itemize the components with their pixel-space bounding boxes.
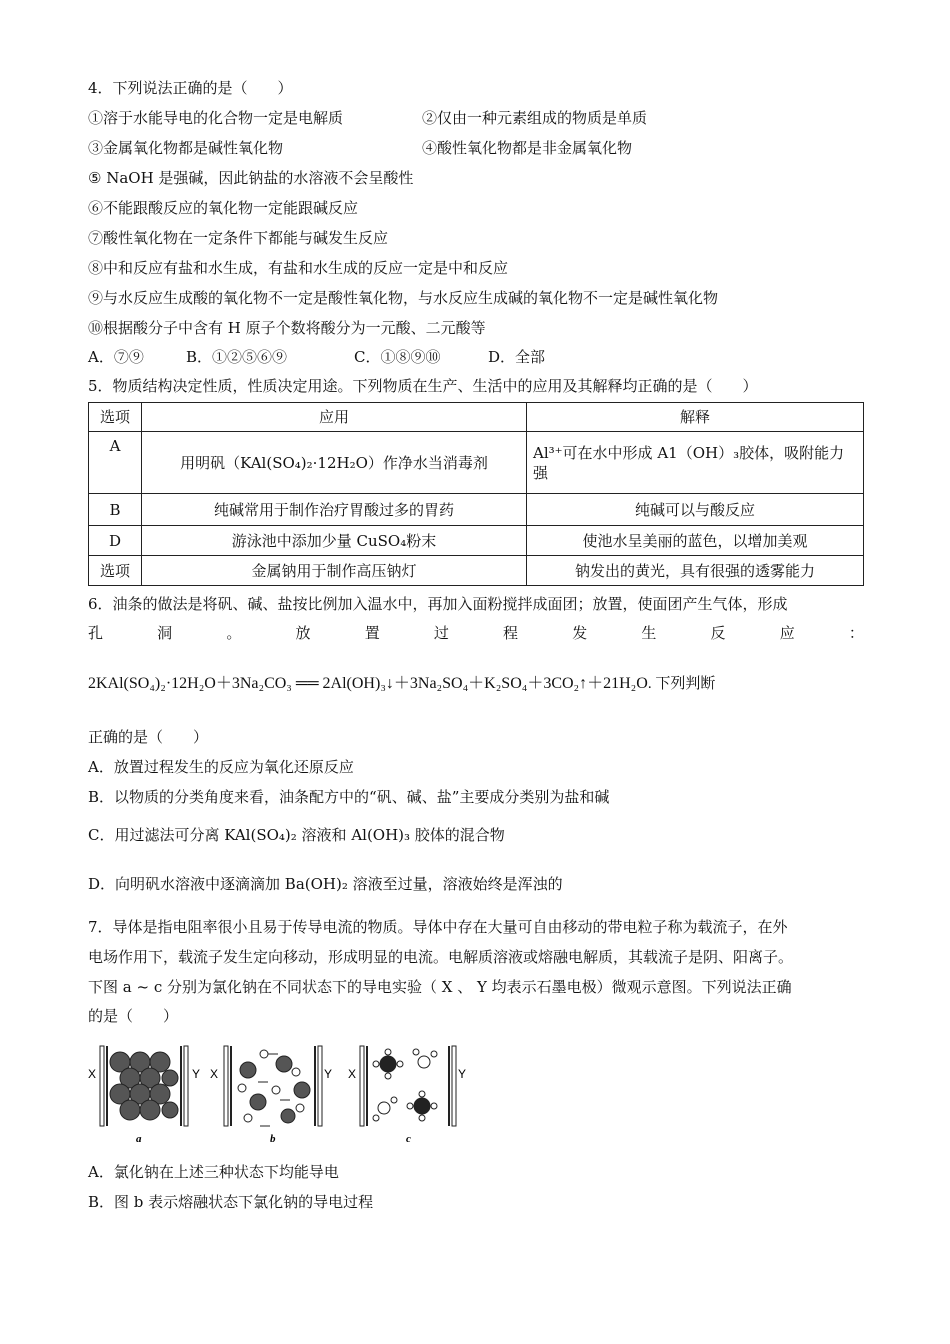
spread-char: 置 (364, 624, 380, 642)
row-explanation: Al³⁺可在水中形成 A1（OH）₃胶体，吸附能力强 (527, 432, 864, 494)
row-option: A (89, 432, 142, 494)
spread-char: 。 (226, 624, 242, 642)
electrode-x-inner (366, 1046, 368, 1126)
q6-option-a: A．放置过程发生的反应为氧化还原反应 (88, 758, 354, 776)
electrode-x-label: X (348, 1067, 357, 1081)
q6-stem-2: 正确的是（ ） (88, 728, 209, 746)
electrode-y (184, 1046, 188, 1126)
q5-table (88, 402, 864, 586)
row-application: 纯碱常用于制作治疗胃酸过多的胃药 (142, 494, 527, 526)
spread-char: 洞 (157, 624, 173, 642)
electrode-x-label: X (210, 1067, 219, 1081)
header-explanation: 解释 (527, 403, 864, 432)
header-option: 选项 (89, 403, 142, 432)
q4-option-d: D．全部 (488, 348, 546, 366)
q6-option-c: C．用过滤法可分离 KAl(SO₄)₂ 溶液和 Al(OH)₃ 胶体的混合物 (88, 826, 505, 844)
electrode-y-label: Y (458, 1067, 467, 1081)
row-explanation: 纯碱可以与酸反应 (527, 494, 864, 526)
table-header-row (89, 403, 864, 432)
q7-line-4: 的是（ ） (88, 1007, 179, 1025)
electrode-x (100, 1046, 104, 1126)
electrode-y-label: Y (192, 1067, 201, 1081)
row-option: B (89, 494, 142, 526)
q4-stem: 4．下列说法正确的是（ ） (88, 79, 293, 97)
row-application: 游泳池中添加少量 CuSO₄粉末 (142, 526, 527, 556)
row-application: 用明矾（KAl(SO₄)₂·12H₂O）作净水当消毒剂 (142, 432, 527, 494)
q5-stem: 5．物质结构决定性质，性质决定用途。下列物质在生产、生活中的应用及其解释均正确的是（ ） (88, 377, 758, 395)
q4-statement-6: ⑥不能跟酸反应的氧化物一定能跟碱反应 (88, 199, 359, 217)
q4-statement-7: ⑦酸性氧化物在一定条件下都能与碱发生反应 (88, 229, 389, 247)
table-row (89, 432, 864, 494)
q4-row-2 (88, 138, 632, 158)
header-application: 应用 (142, 403, 527, 432)
spread-char: 应 (779, 624, 795, 642)
q7-line-2: 电场作用下，载流子发生定向移动，形成明显的电流。电解质溶液或熔融电解质，其载流子是阴、阳离子。 (88, 948, 794, 966)
spread-char: 生 (641, 624, 657, 642)
q4-statement-10: ⑩根据酸分子中含有 H 原子个数将酸分为一元酸、二元酸等 (88, 319, 486, 337)
q7-option-a: A．氯化钠在上述三种状态下均能导电 (88, 1163, 339, 1181)
q6-option-d: D．向明矾水溶液中逐滴滴加 Ba(OH)₂ 溶液至过量，溶液始终是浑浊的 (88, 875, 563, 893)
q4-statement-4: ④酸性氧化物都是非金属氧化物 (422, 139, 633, 157)
row-option: 选项 (89, 556, 142, 586)
electrode-y-inner (448, 1046, 450, 1126)
q6-equation: 2KAl(SO₄)₂·12H₂O＋3Na₂CO₃ ══ 2Al(OH)₃↓＋3Na₂SO₄＋K₂SO₄＋3CO₂↑＋21H₂O (88, 675, 648, 692)
spread-char: 程 (503, 624, 519, 642)
row-option: D (89, 526, 142, 556)
electrode-y-label: Y (324, 1067, 333, 1081)
electrode-x-inner (230, 1046, 232, 1126)
electrode-x-label: X (88, 1067, 97, 1081)
electrode-x (224, 1046, 228, 1126)
q7-line-1: 7．导体是指电阻率很小且易于传导电流的物质。导体中存在大量可自由移动的带电粒子称为载流子，在外 (88, 918, 788, 936)
q7-line-3: 下图 a ~ c 分别为氯化钠在不同状态下的导电实验（ X 、 Y 均表示石墨电极）微观示意图。下列说法正确 (88, 978, 792, 996)
q4-statement-8: ⑧中和反应有盐和水生成，有盐和水生成的反应一定是中和反应 (88, 259, 509, 277)
q6-equation-line (88, 670, 715, 693)
electrode-x (360, 1046, 364, 1126)
electrode-y (318, 1046, 322, 1126)
electrode-x-inner (106, 1046, 108, 1126)
q4-options (88, 347, 545, 367)
row-application: 金属钠用于制作高压钠灯 (142, 556, 527, 586)
q4-statement-1: ①溶于水能导电的化合物一定是电解质 (88, 109, 344, 127)
spread-char: 放 (295, 624, 311, 642)
q7-option-b: B．图 b 表示熔融状态下氯化钠的导电过程 (88, 1193, 374, 1211)
spread-char: 反 (710, 624, 726, 642)
table-row (89, 494, 864, 526)
q4-option-b: B．①②⑤⑥⑨ (186, 348, 288, 366)
table-row (89, 526, 864, 556)
panel-c (348, 1046, 466, 1145)
electrode-y (452, 1046, 456, 1126)
q4-option-c: C．①⑧⑨⑩ (354, 348, 441, 366)
q6-option-b: B．以物质的分类角度来看，油条配方中的“矾、碱、盐”主要成分类别为盐和碱 (88, 788, 610, 806)
q7-figure (88, 1042, 468, 1146)
spread-char: 发 (572, 624, 588, 642)
q4-option-a: A．⑦⑨ (88, 348, 144, 366)
panel-b-label: b (270, 1133, 276, 1145)
q6-equation-tail: . 下列判断 (647, 676, 716, 692)
electrode-y-inner (314, 1046, 316, 1126)
q6-spread-line (88, 622, 864, 643)
spread-char: 过 (433, 624, 449, 642)
spread-char: ： (848, 624, 864, 642)
panel-c-label: c (406, 1133, 411, 1145)
q4-statement-5: ⑤ NaOH 是强碱，因此钠盐的水溶液不会呈酸性 (88, 169, 414, 187)
row-explanation: 使池水呈美丽的蓝色，以增加美观 (527, 526, 864, 556)
q4-row-1 (88, 108, 647, 128)
table-row (89, 556, 864, 586)
row-explanation: 钠发出的黄光，具有很强的透雾能力 (527, 556, 864, 586)
spread-char: 孔 (88, 624, 104, 642)
electrode-y-inner (180, 1046, 182, 1126)
panel-b (224, 1046, 332, 1145)
q6-stem: 6．油条的做法是将矾、碱、盐按比例加入温水中，再加入面粉搅拌成面团；放置，使面团产生气体，形成 (88, 595, 788, 613)
q4-statement-2: ②仅由一种元素组成的物质是单质 (422, 109, 648, 127)
q4-statement-9: ⑨与水反应生成酸的氧化物不一定是酸性氧化物，与水反应生成碱的氧化物不一定是碱性氧化物 (88, 289, 719, 307)
panel-a-label: a (136, 1133, 142, 1145)
panel-a (88, 1046, 200, 1145)
q4-statement-3: ③金属氧化物都是碱性氧化物 (88, 139, 284, 157)
